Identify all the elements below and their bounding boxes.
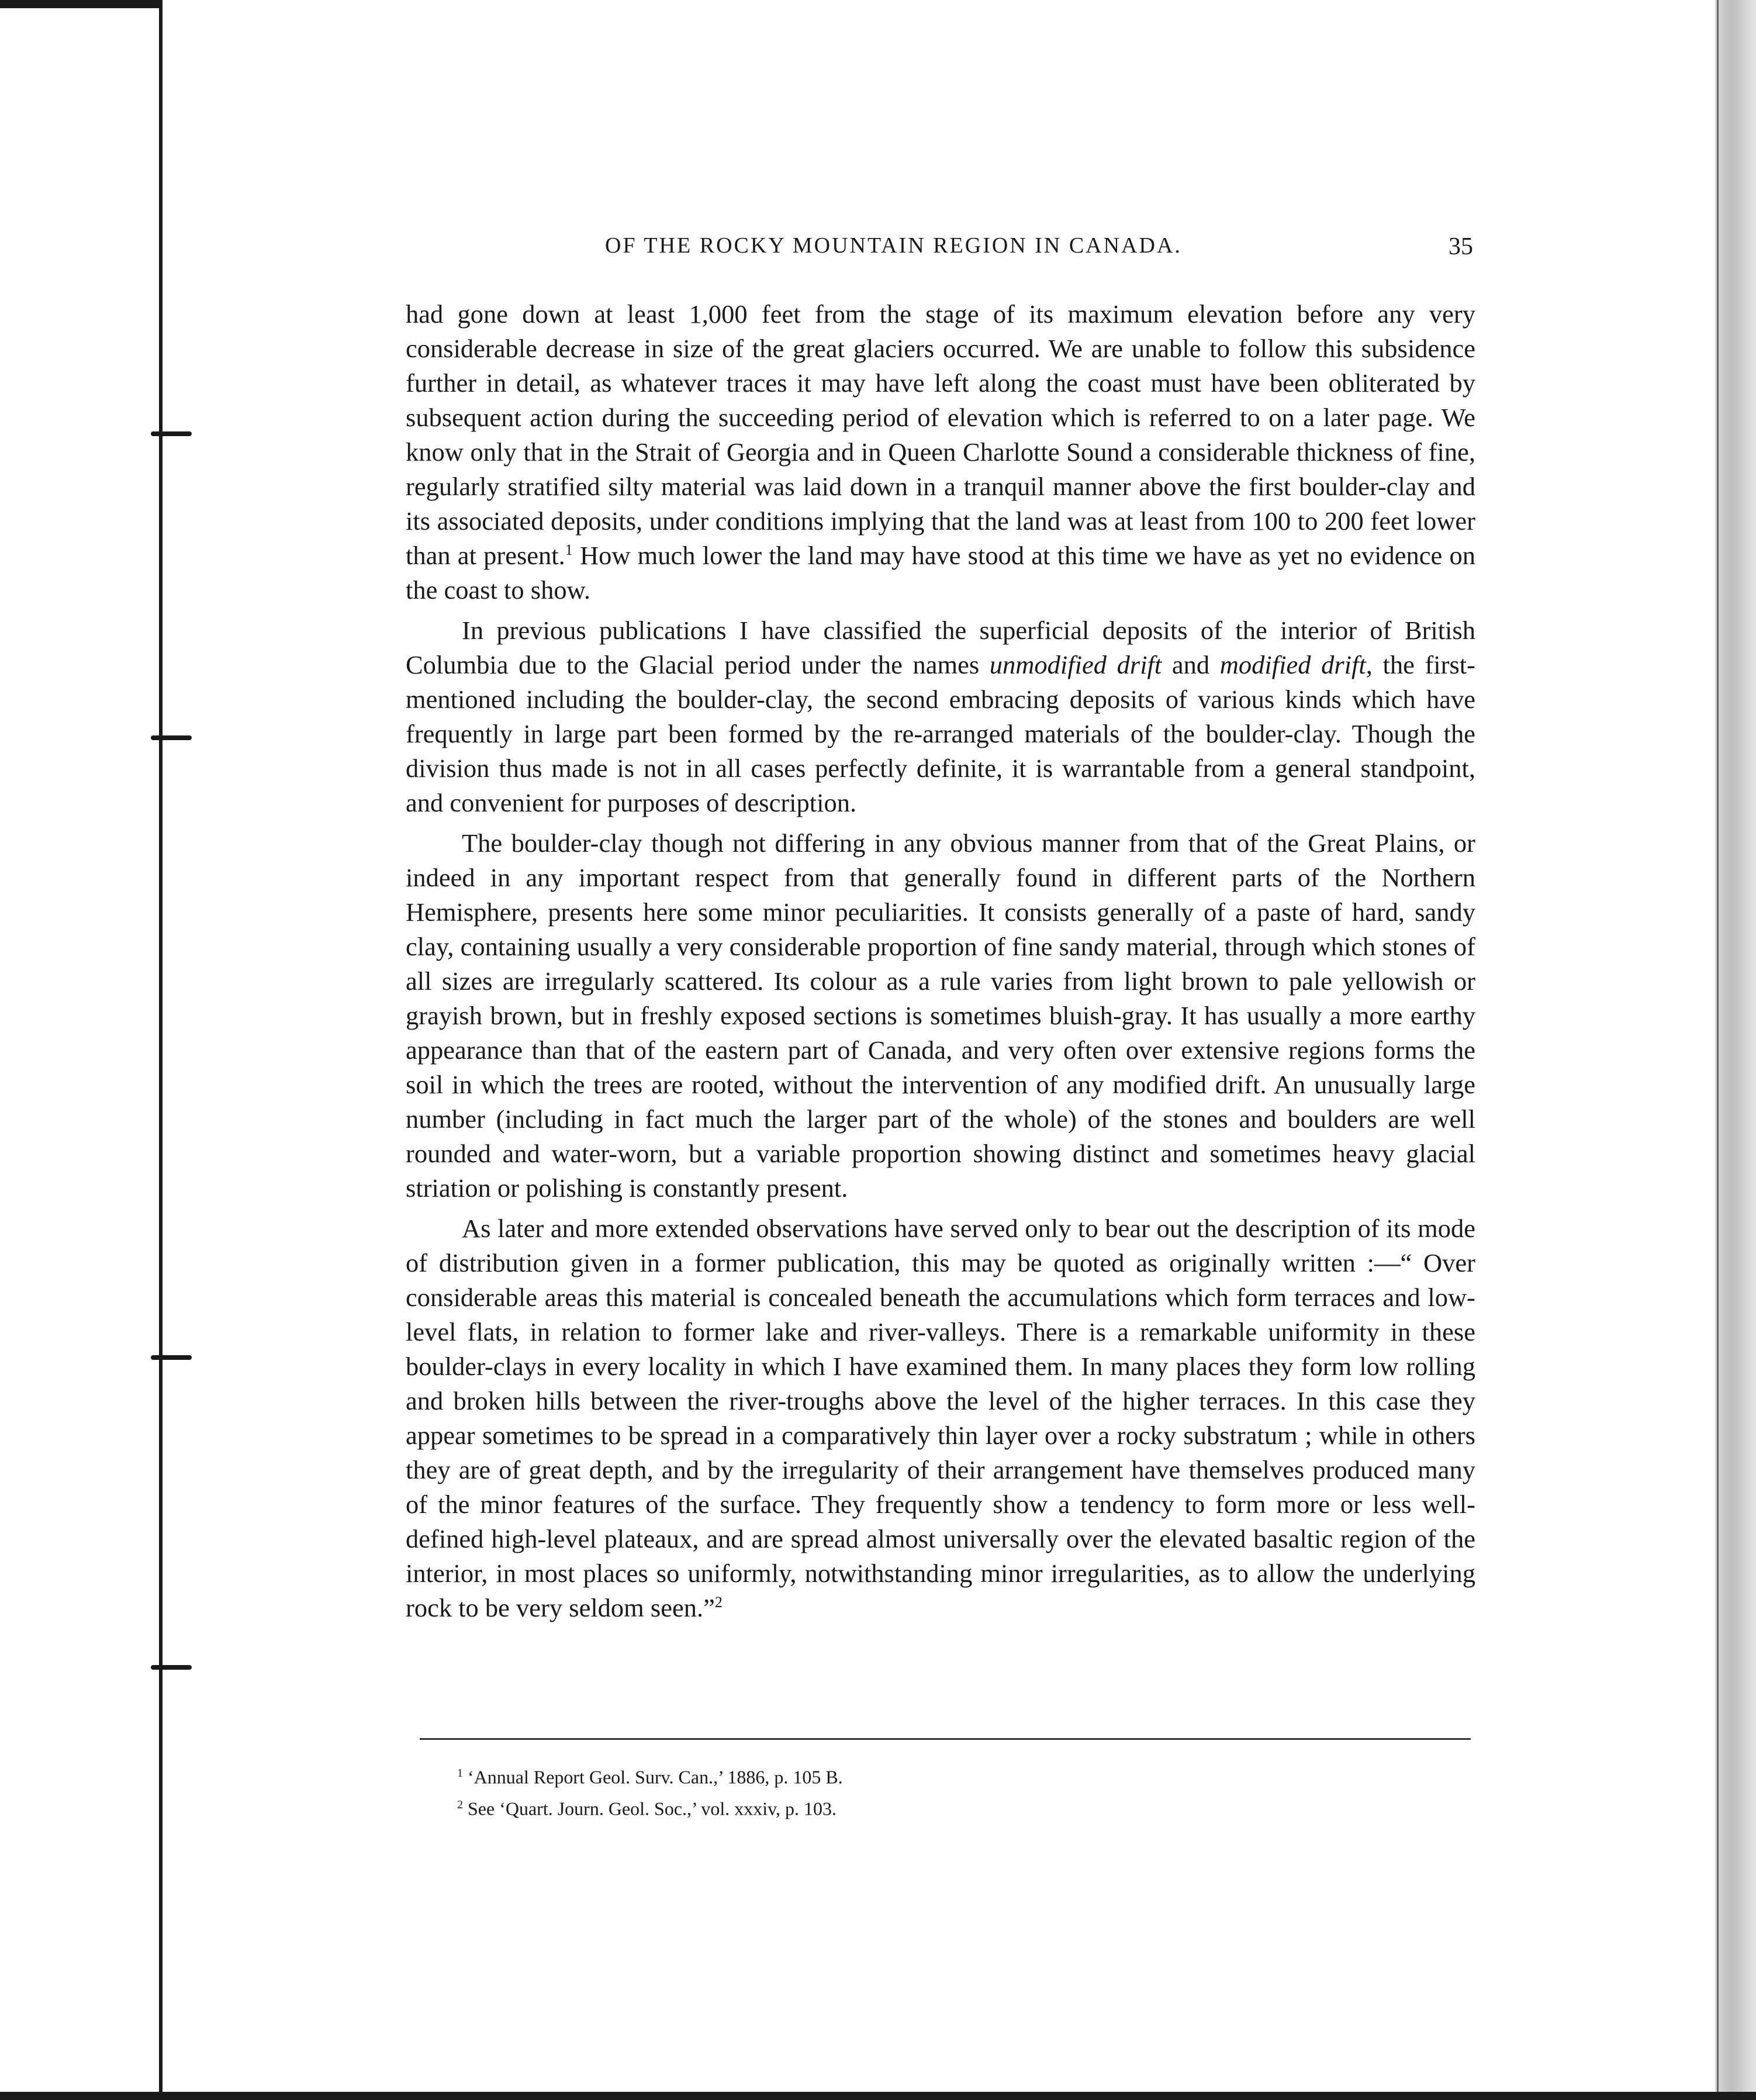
binding-mark (151, 1355, 192, 1360)
scan-border-right-line (1717, 0, 1719, 2100)
paragraph (406, 297, 1475, 607)
footnote (457, 1760, 1451, 1791)
paragraph (406, 1211, 1475, 1625)
italic-term: unmodified drift (989, 650, 1162, 679)
scan-border-bottom (0, 2092, 1756, 2100)
footnote-text: See ‘Quart. Journ. Geol. Soc.,’ vol. xxxiv, p. 103. (468, 1798, 837, 1819)
text-run: , the first-mentioned including the boulder-clay, the second embracing deposits of various kinds which have frequently in large part been formed by the re-arranged materials of the boulder-clay. Though the division thus made is not in all cases perfectly definite, it is warrantable from a general standpoint, and convenient for purposes of description. (406, 650, 1475, 817)
text-run: had gone down at least 1,000 feet from the stage of its maximum elevation before any very considerable decrease in size of the great glaciers occurred. We are unable to follow this subsidence further in detail, as whatever traces it may have left along the coast must have been obliterated by subsequent action during the succeeding period of elevation which is referred to on a later page. We know only that in the Strait of Georgia and in Queen Charlotte Sound a considerable thickness of fine, regularly stratified silty material was laid down in a tranquil manner above the first boulder-clay and its associated deposits, under conditions implying that the land was at least from 100 to 200 feet lower than at present. (406, 299, 1475, 570)
binding-mark (151, 735, 192, 740)
scan-border-top (0, 0, 163, 8)
footnotes (457, 1760, 1451, 1822)
page-header (403, 233, 1473, 268)
scan-border-right (1715, 0, 1756, 2100)
footnote-reference: 2 (714, 1594, 723, 1611)
text-run: How much lower the land may have stood at this time we have as yet no evidence on the coast to show. (406, 541, 1476, 605)
footnote-reference: 1 (565, 541, 573, 559)
footnote-text: ‘Annual Report Geol. Surv. Can.,’ 1886, p. 105 B. (468, 1766, 843, 1788)
binding-mark (151, 1665, 192, 1670)
body-text (406, 297, 1475, 1625)
paragraph (406, 826, 1475, 1206)
footnote (457, 1791, 1451, 1823)
binding-mark (151, 431, 192, 436)
text-run: The boulder-clay though not differing in any obvious manner from that of the Great Plains, or indeed in any important respect from that generally found in different parts of the Northern Hemisphere, presents here some minor peculiarities. It consists generally of a paste of hard, sandy clay, containing usually a very considerable proportion of fine sandy material, through which stones of all sizes are irregularly scattered. Its colour as a rule varies from light brown to pale yellowish or grayish brown, but in freshly exposed sections is sometimes bluish-gray. It has usually a more earthy appearance than that of the eastern part of Canada, and very often over extensive regions forms the soil in which the trees are rooted, without the intervention of any modified drift. An unusually large number (including in fact much the larger part of the whole) of the stones and boulders are well rounded and water-worn, but a variable proportion showing distinct and sometimes heavy glacial striation or polishing is constantly present. (406, 828, 1475, 1203)
text-run: As later and more extended observations have served only to bear out the description of its mode of distribution given in a former publication, this may be quoted as originally written :—“ Over considerable areas this material is concealed beneath the accumulations which form terraces and low-level flats, in relation to former lake and river-valleys. There is a remarkable uniformity in these boulder-clays in every locality in which I have examined them. In many places they form low rolling and broken hills between the river-troughs above the level of the higher terraces. In this case they appear sometimes to be spread in a comparatively thin layer over a rocky substratum ; while in others they are of great depth, and by the irregularity of their arrangement have themselves produced many of the minor features of the surface. They frequently show a tendency to form more or less well-defined high-level plateaux, and are spread almost universally over the elevated basaltic region of the interior, in most places so uniformly, notwithstanding minor irregularities, as to allow the underlying rock to be very seldom seen.” (406, 1214, 1475, 1622)
footnote-rule (420, 1738, 1471, 1740)
italic-term: modified drift (1219, 650, 1366, 679)
footnote-mark: 2 (457, 1798, 463, 1811)
paragraph (406, 613, 1475, 820)
page-number: 35 (1449, 233, 1473, 260)
scan-border-left (159, 0, 163, 2100)
text-run: In previous publications I have classified the superficial deposits of the interior of British Columbia due to the Glacial period under the names (406, 616, 1475, 679)
text-run: and (1162, 650, 1220, 679)
running-head: OF THE ROCKY MOUNTAIN REGION IN CANADA. (605, 233, 1182, 258)
footnote-mark: 1 (457, 1767, 463, 1780)
